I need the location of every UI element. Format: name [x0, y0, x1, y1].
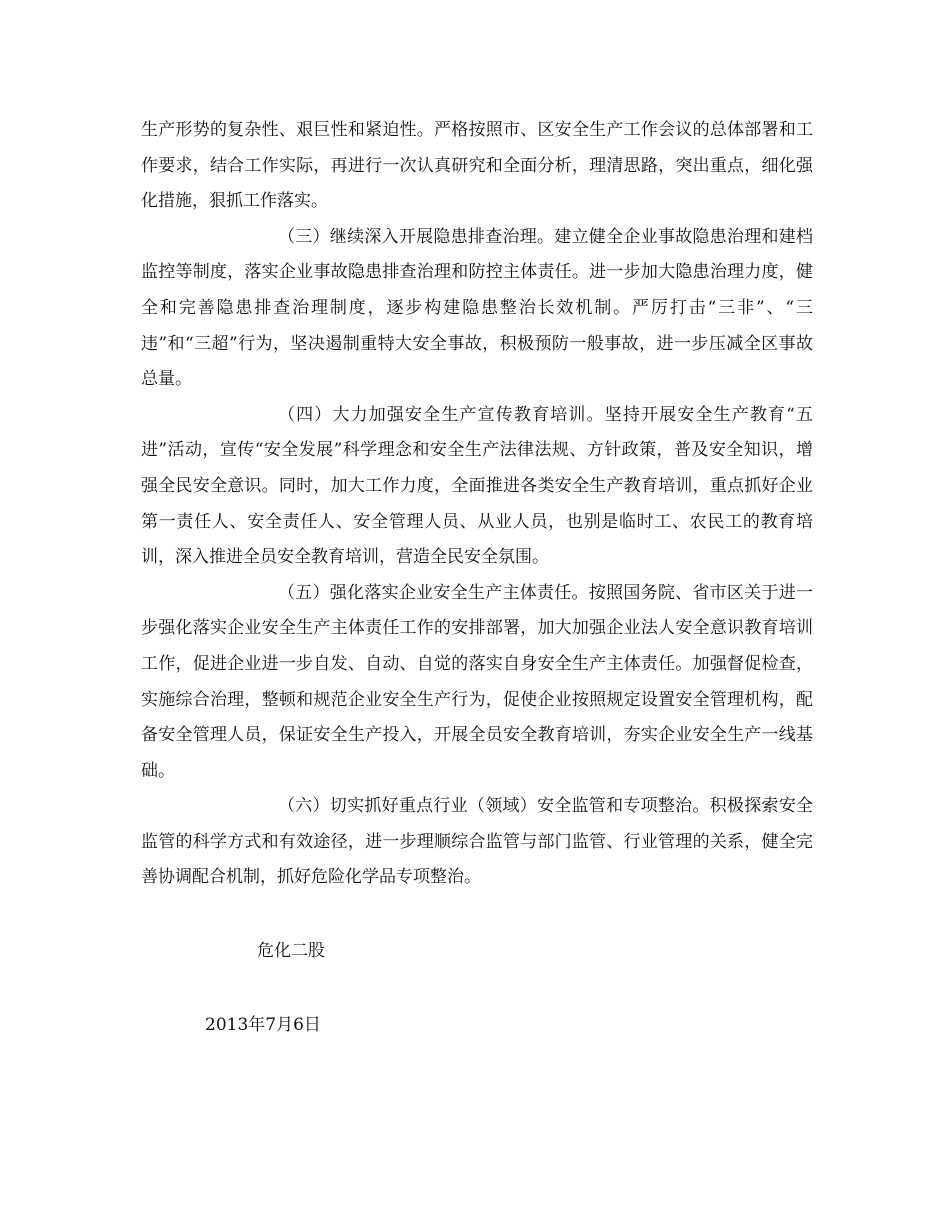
paragraph-enterprise-responsibility: （五）强化落实企业安全生产主体责任。按照国务院、省市区关于进一步强化落实企业安全生产主体责任工作的安排部署，加大加强企业法人安全意识教育培训工作，促进企业进一步自发、自动、自觉的落实自身安全生产主体责任。加强督促检查，实施综合治理，整顿和规范企业安全生产行为，促使企业按照规定设置安全管理机构，配备安全管理人员，保证安全生产投入，开展全员安全教育培训，夯实企业安全生产一线基础。: [141, 582, 813, 781]
document-body: [141, 113, 813, 896]
paragraph-special-rectification: （六）切实抓好重点行业（领域）安全监管和专项整治。积极探索安全监管的科学方式和有效途径，进一步理顺综合监管与部门监管、行业管理的关系，健全完善协调配合机制，抓好危险化学品专项整治。: [141, 796, 813, 888]
paragraph-hazard-inspection: （三）继续深入开展隐患排查治理。建立健全企业事故隐患治理和建档监控等制度，落实企业事故隐患排查治理和防控主体责任。进一步加大隐患治理力度，健全和完善隐患排查治理制度，逐步构建隐患整治长效机制。严厉打击“三非”、“三违”和“三超”行为，坚决遏制重特大安全事故，积极预防一般事故，进一步压减全区事故总量。: [141, 226, 813, 390]
paragraph-continued: 生产形势的复杂性、艰巨性和紧迫性。严格按照市、区安全生产工作会议的总体部署和工作要求，结合工作实际，再进行一次认真研究和全面分析，理清思路，突出重点，细化强化措施，狠抓工作落实。: [141, 120, 813, 212]
document-date: 2013年7月6日: [205, 1015, 321, 1035]
signature-department: 危化二股: [257, 941, 325, 961]
paragraph-safety-education: （四）大力加强安全生产宣传教育培训。坚持开展安全生产教育“五进”活动，宣传“安全发展”科学理念和安全生产法律法规、方针政策，普及安全知识，增强全民安全意识。同时，加大工作力度，全面推进各类安全生产教育培训，重点抓好企业第一责任人、安全责任人、安全管理人员、从业人员，也别是临时工、农民工的教育培训，深入推进全员安全教育培训，营造全民安全氛围。: [141, 404, 813, 568]
